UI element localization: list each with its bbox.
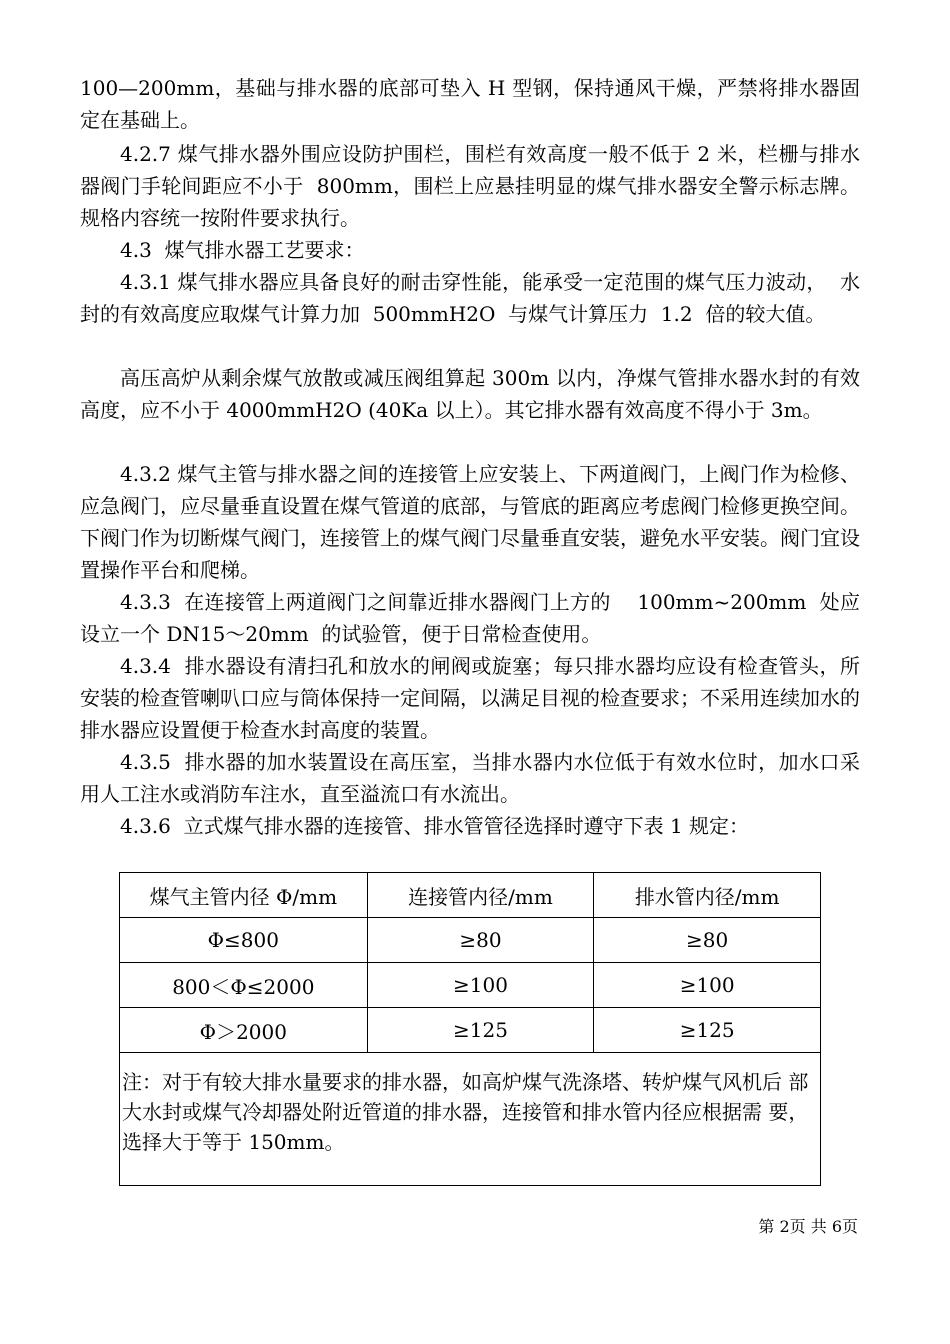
table-cell: 800＜Φ≤2000 [120,963,368,1008]
table-row [120,963,821,1008]
table-cell: ≥100 [594,963,821,1008]
table-cell: ≥100 [367,963,594,1008]
paragraph-4-3-1: 4.3.1 煤气排水器应具备良好的耐击穿性能，能承受一定范围的煤气压力波动， 水封的有效高度应取煤气计算力加 500mmH2O 与煤气计算压力 1.2 倍的较大值。 [80,270,860,326]
table-cell: ≥125 [367,1008,594,1053]
paragraph-high-pressure: 高压高炉从剩余煤气放散或减压阀组算起 300m 以内，净煤气管排水器水封的有效高度，应不小于 4000mmH2O (40Ka 以上）。其它排水器有效高度不得小于 3m。 [80,366,860,422]
table-header-cell: 排水管内径/mm [594,873,821,918]
table-header-row [120,873,821,918]
table-cell: Φ＞2000 [120,1008,368,1053]
pipe-diameter-table [119,872,821,1186]
paragraph-4-3-5: 4.3.5 排水器的加水装置设在高压室，当排水器内水位低于有效水位时，加水口采用人工注水或消防车注水，直至溢流口有水流出。 [80,750,860,806]
table-cell: ≥80 [367,918,594,963]
table-cell: ≥125 [594,1008,821,1053]
table-note-row [120,1053,821,1186]
table-row [120,1008,821,1053]
page-number: 第 2页 共 6页 [758,1217,858,1236]
table-row [120,918,821,963]
table-header-cell: 连接管内径/mm [367,873,594,918]
table-cell: ≥80 [594,918,821,963]
table-cell: Φ≤800 [120,918,368,963]
section-heading-4-3: 4.3 煤气排水器工艺要求： [120,238,365,262]
table-note: 注：对于有较大排水量要求的排水器，如高炉煤气洗涤塔、转炉煤气风机后 部大水封或煤气冷却器处附近管道的排水器，连接管和排水管内径应根据需 要，选择大于等于 150mm。 [120,1053,821,1186]
paragraph-4-3-3: 4.3.3 在连接管上两道阀门之间靠近排水器阀门上方的 100mm~200mm 处应设立一个 DN15～20mm 的试验管，便于日常检查使用。 [80,590,860,646]
paragraph-4-2-7: 4.2.7 煤气排水器外围应设防护围栏，围栏有效高度一般不低于 2 米，栏栅与排水器阀门手轮间距应不小于 800mm，围栏上应悬挂明显的煤气排水器安全警示标志牌。规格内容统一按附件要求执行。 [80,142,860,230]
paragraph-continuation: 100—200mm，基础与排水器的底部可垫入 H 型钢，保持通风干燥，严禁将排水器固定在基础上。 [80,76,860,132]
paragraph-4-3-6: 4.3.6 立式煤气排水器的连接管、排水管管径选择时遵守下表 1 规定： [120,814,750,838]
paragraph-4-3-2: 4.3.2 煤气主管与排水器之间的连接管上应安装上、下两道阀门，上阀门作为检修、应急阀门，应尽量垂直设置在煤气管道的底部，与管底的距离应考虑阀门检修更换空间。下阀门作为切断煤气阀门，连接管上的煤气阀门尽量垂直安装，避免水平安装。阀门宜设置操作平台和爬梯。 [80,462,860,582]
paragraph-4-3-4: 4.3.4 排水器设有清扫孔和放水的闸阀或旋塞；每只排水器均应设有检查管头，所安装的检查管喇叭口应与筒体保持一定间隔，以满足目视的检查要求；不采用连续加水的排水器应设置便于检查水封高度的装置。 [80,654,860,742]
table-header-cell: 煤气主管内径 Φ/mm [120,873,368,918]
